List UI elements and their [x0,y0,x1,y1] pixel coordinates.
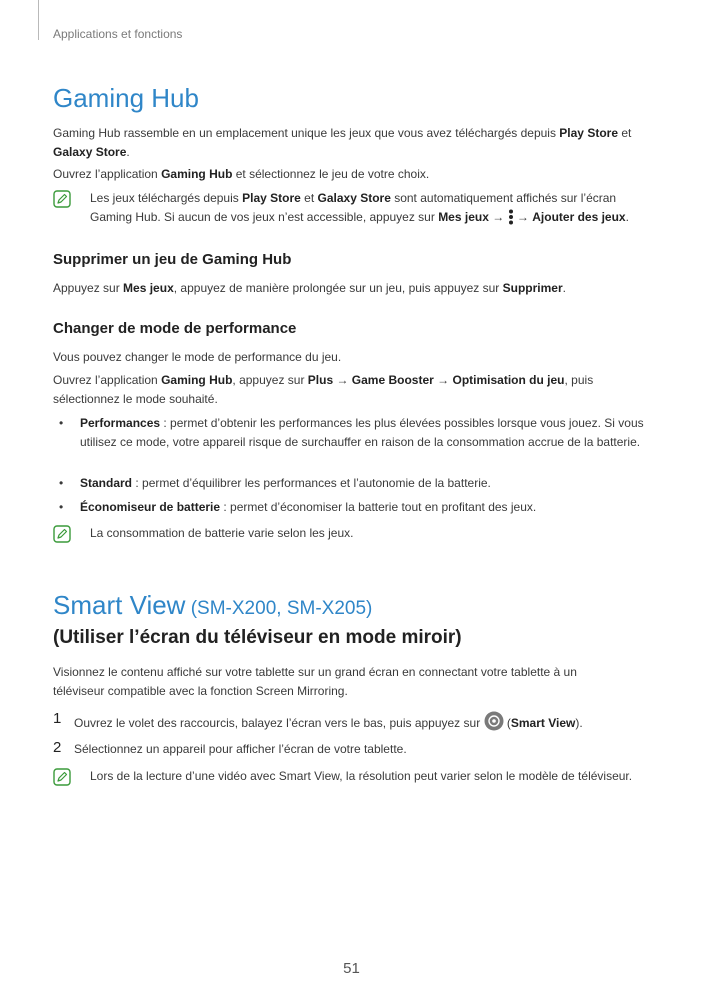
note-battery-text: La consommation de batterie varie selon les jeux. [90,526,354,540]
gaming-hub-section [53,83,653,113]
performance-instructions: Ouvrez l’application Gaming Hub, appuyez sur Plus → Game Booster → Optimisation du jeu, puis sélectionnez le mode souhaité. [53,373,594,406]
remove-game-heading: Supprimer un jeu de Gaming Hub [53,251,292,268]
smart-view-intro: Visionnez le contenu affiché sur votre tablette sur un grand écran en connectant votre tablette à un téléviseur compatible avec la fonction Screen Mirroring. [53,665,577,698]
smart-view-subtitle: (Utiliser l’écran du téléviseur en mode miroir) [53,627,462,648]
note-icon [53,190,71,208]
performance-intro: Vous pouvez changer le mode de performance du jeu. [53,350,342,364]
gaming-hub-intro: Gaming Hub rassemble en un emplacement unique les jeux que vous avez téléchargés depuis Play Store et Galaxy Store. [53,126,632,159]
note-icon [53,768,71,786]
note-smart-view-text: Lors de la lecture d’une vidéo avec Smart View, la résolution peut varier selon le modèle de téléviseur. [90,769,633,783]
note-icon [53,525,71,543]
gaming-hub-open: Ouvrez l’application Gaming Hub et sélectionnez le jeu de votre choix. [53,167,430,181]
performance-heading: Changer de mode de performance [53,320,297,337]
smart-view-icon [484,711,504,731]
page-number: 51 [343,960,360,977]
margin-rule [38,0,39,40]
chapter-header: Applications et fonctions [53,27,183,41]
gaming-hub-title: Gaming Hub [53,83,199,113]
smart-view-title: Smart View (SM-X200, SM-X205) [53,590,373,620]
note-gaming-hub-text: Les jeux téléchargés depuis Play Store et Galaxy Store sont automatiquement affichés sur l’écran Gaming Hub. Si aucun de vos jeux n’est accessible, appuyez sur Mes jeux → → Ajouter des jeux. [90,191,629,224]
smart-view-section [53,590,653,624]
remove-game-text: Appuyez sur Mes jeux, appuyez de manière prolongée sur un jeu, puis appuyez sur Supprimer. [53,281,566,295]
